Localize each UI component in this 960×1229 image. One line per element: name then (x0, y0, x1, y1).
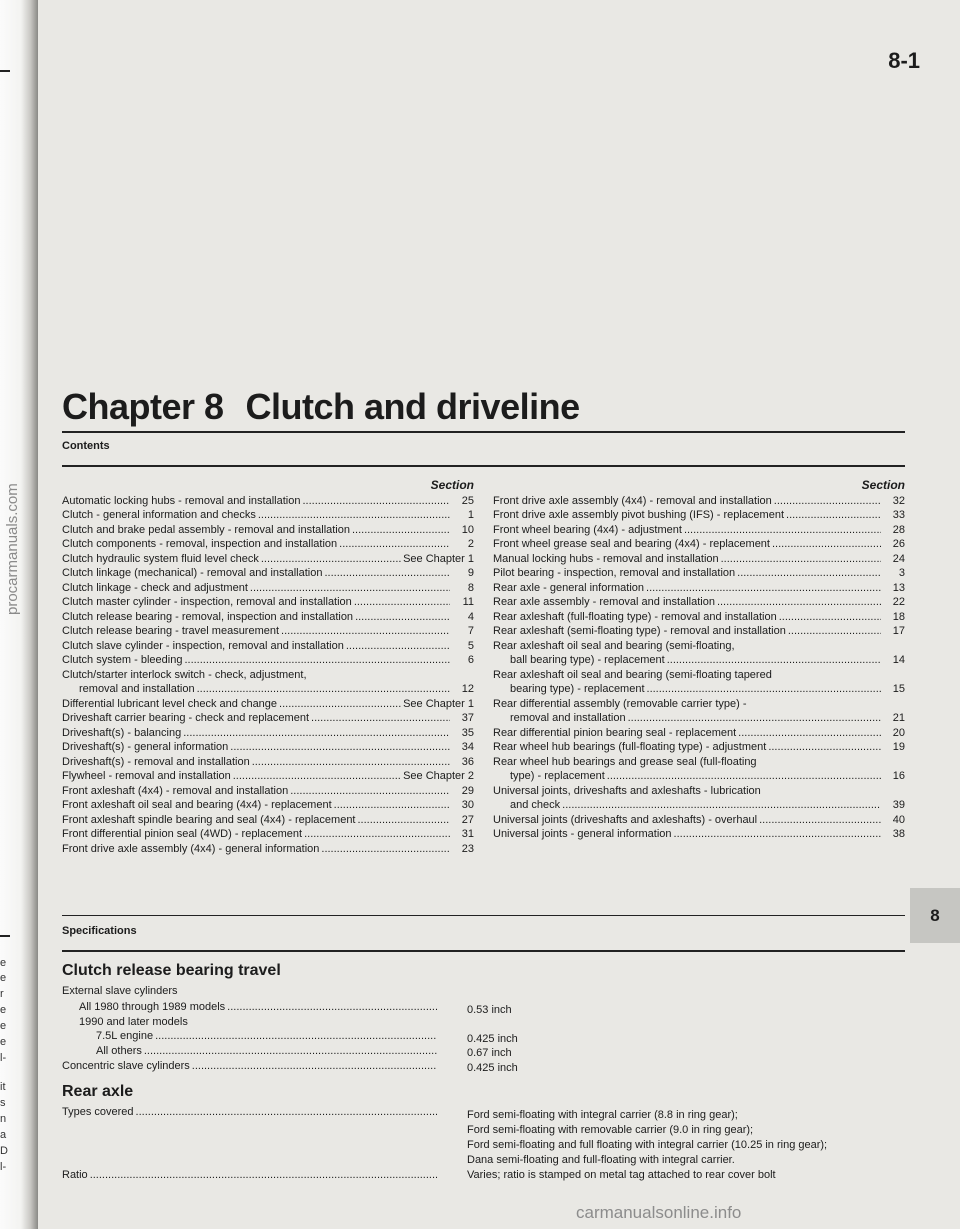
contents-entry (62, 842, 474, 857)
entry-section-ref: 30 (461, 799, 474, 811)
contents-right-column (493, 478, 905, 842)
entry-title: bearing type) - replacement (510, 683, 645, 695)
binding-mark (0, 70, 10, 72)
page-number: 8-1 (888, 48, 920, 73)
entry-section-ref: 37 (461, 712, 474, 724)
entry-section-ref: 28 (892, 523, 905, 536)
spec-label: Types covered (62, 1106, 134, 1118)
contents-entry (493, 755, 905, 770)
spec-external-slave (62, 984, 437, 999)
spec-concentric-slave (62, 1059, 437, 1074)
entry-section-ref: 11 (462, 596, 474, 608)
entry-section-ref: 5 (467, 639, 474, 652)
entry-section-ref: 25 (461, 494, 474, 507)
entry-title: Rear differential pinion bearing seal - replacement (493, 726, 737, 739)
entry-section-ref: 19 (892, 741, 905, 753)
spec-value: Varies; ratio is stamped on metal tag attached to rear cover bolt (467, 1169, 776, 1181)
specifications-top-rule (62, 915, 905, 916)
entry-title: Front drive axle assembly (4x4) - removal and installation (493, 494, 772, 507)
entry-title: Front drive axle assembly pivot bushing (IFS) - replacement (493, 509, 785, 521)
entry-title: Driveshaft(s) - balancing (62, 726, 182, 739)
contents-entry (62, 784, 474, 799)
contents-entry (62, 682, 474, 697)
entry-title: Clutch linkage - check and adjustment (62, 581, 248, 594)
entry-section-ref: 39 (892, 799, 905, 811)
spec-1980-1989 (79, 1000, 437, 1015)
edge-letter: e (0, 1020, 7, 1032)
entry-section-ref: See Chapter 1 (403, 697, 474, 710)
edge-letter: e (0, 957, 7, 969)
entry-section-ref: 20 (892, 726, 905, 739)
entry-title: Clutch - general information and checks (62, 509, 256, 521)
contents-entry (493, 653, 905, 668)
spec-value: Ford semi-floating and full floating with integral carrier (10.25 in ring gear); (467, 1139, 828, 1151)
entry-section-ref: 40 (892, 813, 905, 826)
entry-title: Rear axle - general information (493, 581, 645, 594)
entry-section-ref: 26 (892, 538, 905, 550)
contents-entry (493, 537, 905, 552)
entry-section-ref: 3 (898, 567, 905, 579)
entry-title: Front drive axle assembly (4x4) - general information (62, 842, 320, 855)
contents-entry (493, 740, 905, 755)
entry-title: Universal joints, driveshafts and axleshafts - lubrication (493, 784, 761, 797)
entry-section-ref: 2 (467, 538, 474, 550)
contents-entry (62, 639, 474, 654)
contents-entry (62, 508, 474, 523)
spec-value: 0.67 inch (467, 1047, 512, 1059)
entry-title: ball bearing type) - replacement (510, 654, 665, 666)
spec-label: All others (96, 1045, 142, 1057)
entry-title: Driveshaft carrier bearing - check and replacement (62, 712, 310, 724)
entry-title: Rear axleshaft oil seal and bearing (semi-floating tapered (493, 668, 772, 681)
entry-title: Driveshaft(s) - removal and installation (62, 755, 250, 768)
contents-entry (493, 639, 905, 654)
contents-entry (493, 595, 905, 610)
contents-entry (62, 624, 474, 639)
contents-entry (62, 537, 474, 552)
contents-entry (62, 711, 474, 726)
contents-label: Contents (62, 440, 110, 452)
spec-label: Concentric slave cylinders (62, 1060, 190, 1072)
spec-label: Ratio (62, 1169, 88, 1181)
edge-letter: it (0, 1081, 6, 1093)
contents-entry (493, 523, 905, 538)
contents-rule (62, 465, 905, 467)
spec-value: Dana semi-floating and full-floating with integral carrier. (467, 1154, 735, 1166)
entry-title: type) - replacement (510, 770, 605, 782)
entry-title: Front axleshaft (4x4) - removal and installation (62, 784, 289, 797)
entry-section-ref: 13 (892, 581, 905, 594)
contents-entry (62, 798, 474, 813)
entry-section-ref: 17 (892, 625, 905, 637)
entry-section-ref: 22 (892, 596, 905, 608)
edge-letter: l- (0, 1052, 7, 1064)
contents-entry (493, 769, 905, 784)
entry-title: Clutch slave cylinder - inspection, removal and installation (62, 639, 344, 652)
entry-section-ref: 10 (461, 523, 474, 536)
spec-1990-later (79, 1015, 454, 1030)
edge-letter: e (0, 1036, 7, 1048)
entry-section-ref: See Chapter 1 (403, 552, 474, 565)
entry-section-ref: 27 (461, 813, 474, 826)
spec-label: 7.5L engine (96, 1030, 154, 1042)
spec-value: Ford semi-floating with removable carrier (9.0 in ring gear); (467, 1124, 754, 1136)
section-heading: Section (861, 478, 905, 492)
entry-section-ref: 1 (467, 509, 474, 521)
entry-title: Clutch linkage (mechanical) - removal and installation (62, 567, 323, 579)
entry-title: removal and installation (79, 683, 195, 695)
entry-title: Rear axleshaft oil seal and bearing (semi-floating, (493, 639, 735, 652)
entry-title: Driveshaft(s) - general information (62, 741, 229, 753)
contents-entry (62, 653, 474, 668)
edge-letter: D (0, 1145, 8, 1157)
entry-title: Rear axleshaft (full-floating type) - removal and installation (493, 610, 777, 623)
entry-title: Differential lubricant level check and change (62, 697, 278, 710)
contents-entry (62, 813, 474, 828)
edge-letter: e (0, 1004, 7, 1016)
entry-title: Rear axle assembly - removal and installation (493, 596, 715, 608)
spec-value: 0.53 inch (467, 1004, 512, 1016)
contents-entry (493, 508, 905, 523)
contents-entry (62, 827, 474, 842)
entry-section-ref: 6 (467, 654, 474, 666)
contents-entry (493, 624, 905, 639)
spec-label: 1990 and later models (79, 1016, 188, 1028)
rear-axle-heading: Rear axle (62, 1083, 134, 1100)
contents-entry (493, 697, 905, 712)
contents-entry (62, 755, 474, 770)
contents-left-column (62, 478, 474, 856)
entry-section-ref: See Chapter 2 (403, 770, 474, 782)
contents-entry (493, 610, 905, 625)
contents-entry (62, 595, 474, 610)
entry-title: Clutch components - removal, inspection and installation (62, 538, 338, 550)
entry-title: Rear axleshaft (semi-floating type) - removal and installation (493, 625, 786, 637)
chapter-number: Chapter 8 (62, 386, 224, 427)
entry-section-ref: 33 (892, 509, 905, 521)
chapter-title (62, 386, 580, 428)
entry-title: Front wheel bearing (4x4) - adjustment (493, 523, 682, 536)
entry-title: Clutch hydraulic system fluid level check (62, 552, 259, 565)
spec-all-others (96, 1044, 437, 1059)
entry-section-ref: 8 (467, 581, 474, 594)
contents-entry (493, 726, 905, 741)
entry-section-ref: 32 (892, 494, 905, 507)
entry-section-ref: 7 (467, 625, 474, 637)
contents-entry (493, 784, 905, 799)
entry-title: Universal joints - general information (493, 828, 672, 840)
contents-entry (493, 668, 905, 683)
spec-value: Ford semi-floating with integral carrier (8.8 in ring gear); (467, 1109, 738, 1121)
entry-section-ref: 21 (892, 712, 905, 724)
entry-section-ref: 24 (892, 552, 905, 565)
entry-section-ref: 29 (461, 784, 474, 797)
edge-letter: e (0, 972, 7, 984)
contents-entry (493, 827, 905, 842)
entry-section-ref: 35 (461, 726, 474, 739)
entry-section-ref: 16 (892, 770, 905, 782)
entry-section-ref: 31 (461, 828, 474, 840)
contents-left-list (62, 494, 474, 857)
contents-entry (493, 581, 905, 596)
chapter-tab: 8 (910, 888, 960, 943)
entry-section-ref: 12 (461, 683, 474, 695)
entry-title: Front axleshaft oil seal and bearing (4x4) - replacement (62, 799, 332, 811)
entry-section-ref: 14 (892, 654, 905, 666)
entry-title: Rear differential assembly (removable carrier type) - (493, 697, 747, 710)
spec-value: 0.425 inch (467, 1033, 518, 1045)
edge-letter: r (0, 988, 4, 1000)
entry-section-ref: 18 (892, 610, 905, 623)
edge-letter: a (0, 1129, 7, 1141)
entry-title: Automatic locking hubs - removal and installation (62, 494, 301, 507)
entry-title: Rear wheel hub bearings (full-floating type) - adjustment (493, 741, 767, 753)
entry-section-ref: 36 (461, 755, 474, 768)
contents-entry (62, 581, 474, 596)
spec-label: All 1980 through 1989 models (79, 1001, 226, 1013)
contents-entry (62, 668, 474, 683)
contents-entry (62, 552, 474, 567)
entry-section-ref: 38 (892, 828, 905, 840)
contents-entry (493, 682, 905, 697)
entry-title: Front differential pinion seal (4WD) - replacement (62, 828, 303, 840)
entry-section-ref: 15 (892, 683, 905, 695)
edge-letter: l- (0, 1161, 7, 1173)
spec-75l-engine (96, 1029, 437, 1044)
entry-section-ref: 4 (467, 610, 474, 623)
entry-title: Rear wheel hub bearings and grease seal (full-floating (493, 755, 757, 768)
entry-title: Clutch and brake pedal assembly - removal and installation (62, 523, 350, 536)
edge-letter: s (0, 1097, 6, 1109)
specifications-rule (62, 950, 905, 952)
entry-title: Pilot bearing - inspection, removal and installation (493, 567, 736, 579)
entry-title: Manual locking hubs - removal and installation (493, 552, 719, 565)
entry-title: Clutch system - bleeding (62, 654, 183, 666)
entry-title: removal and installation (510, 712, 626, 724)
entry-title: Clutch release bearing - removal, inspection and installation (62, 610, 354, 623)
entry-title: Universal joints (driveshafts and axleshafts) - overhaul (493, 813, 758, 826)
entry-title: Front axleshaft spindle bearing and seal (4x4) - replacement (62, 813, 356, 826)
contents-entry (62, 740, 474, 755)
edge-letter: n (0, 1113, 7, 1125)
entry-title: Clutch master cylinder - inspection, removal and installation (62, 596, 352, 608)
spec-types-covered (62, 1105, 437, 1120)
contents-entry (493, 566, 905, 581)
contents-entry (62, 566, 474, 581)
chapter-name: Clutch and driveline (245, 386, 580, 427)
spec-ratio (62, 1168, 437, 1183)
contents-entry (62, 697, 474, 712)
contents-entry (493, 798, 905, 813)
entry-title: and check (510, 799, 561, 811)
contents-entry (493, 494, 905, 509)
contents-entry (62, 494, 474, 509)
clutch-travel-heading: Clutch release bearing travel (62, 962, 281, 979)
contents-entry (493, 813, 905, 828)
entry-title: Flywheel - removal and installation (62, 770, 231, 782)
spec-label: External slave cylinders (62, 985, 178, 997)
contents-entry (62, 523, 474, 538)
watermark-procarmanuals: procarmanuals.com (4, 483, 21, 615)
entry-section-ref: 9 (467, 567, 474, 579)
entry-section-ref: 23 (461, 842, 474, 855)
contents-entry (62, 726, 474, 741)
contents-entry (62, 769, 474, 784)
contents-entry (62, 610, 474, 625)
contents-right-list (493, 494, 905, 842)
spec-value: 0.425 inch (467, 1062, 518, 1074)
watermark-carmanualsonline: carmanualsonline.info (576, 1203, 742, 1222)
specifications-label: Specifications (62, 925, 137, 937)
binding-mark (0, 935, 10, 937)
section-heading: Section (430, 478, 474, 492)
entry-title: Clutch release bearing - travel measurement (62, 625, 280, 637)
entry-title: Front wheel grease seal and bearing (4x4) - replacement (493, 538, 770, 550)
contents-entry (493, 711, 905, 726)
title-rule (62, 431, 905, 433)
entry-title: Clutch/starter interlock switch - check, adjustment, (62, 668, 307, 681)
entry-section-ref: 34 (461, 741, 474, 753)
contents-entry (493, 552, 905, 567)
